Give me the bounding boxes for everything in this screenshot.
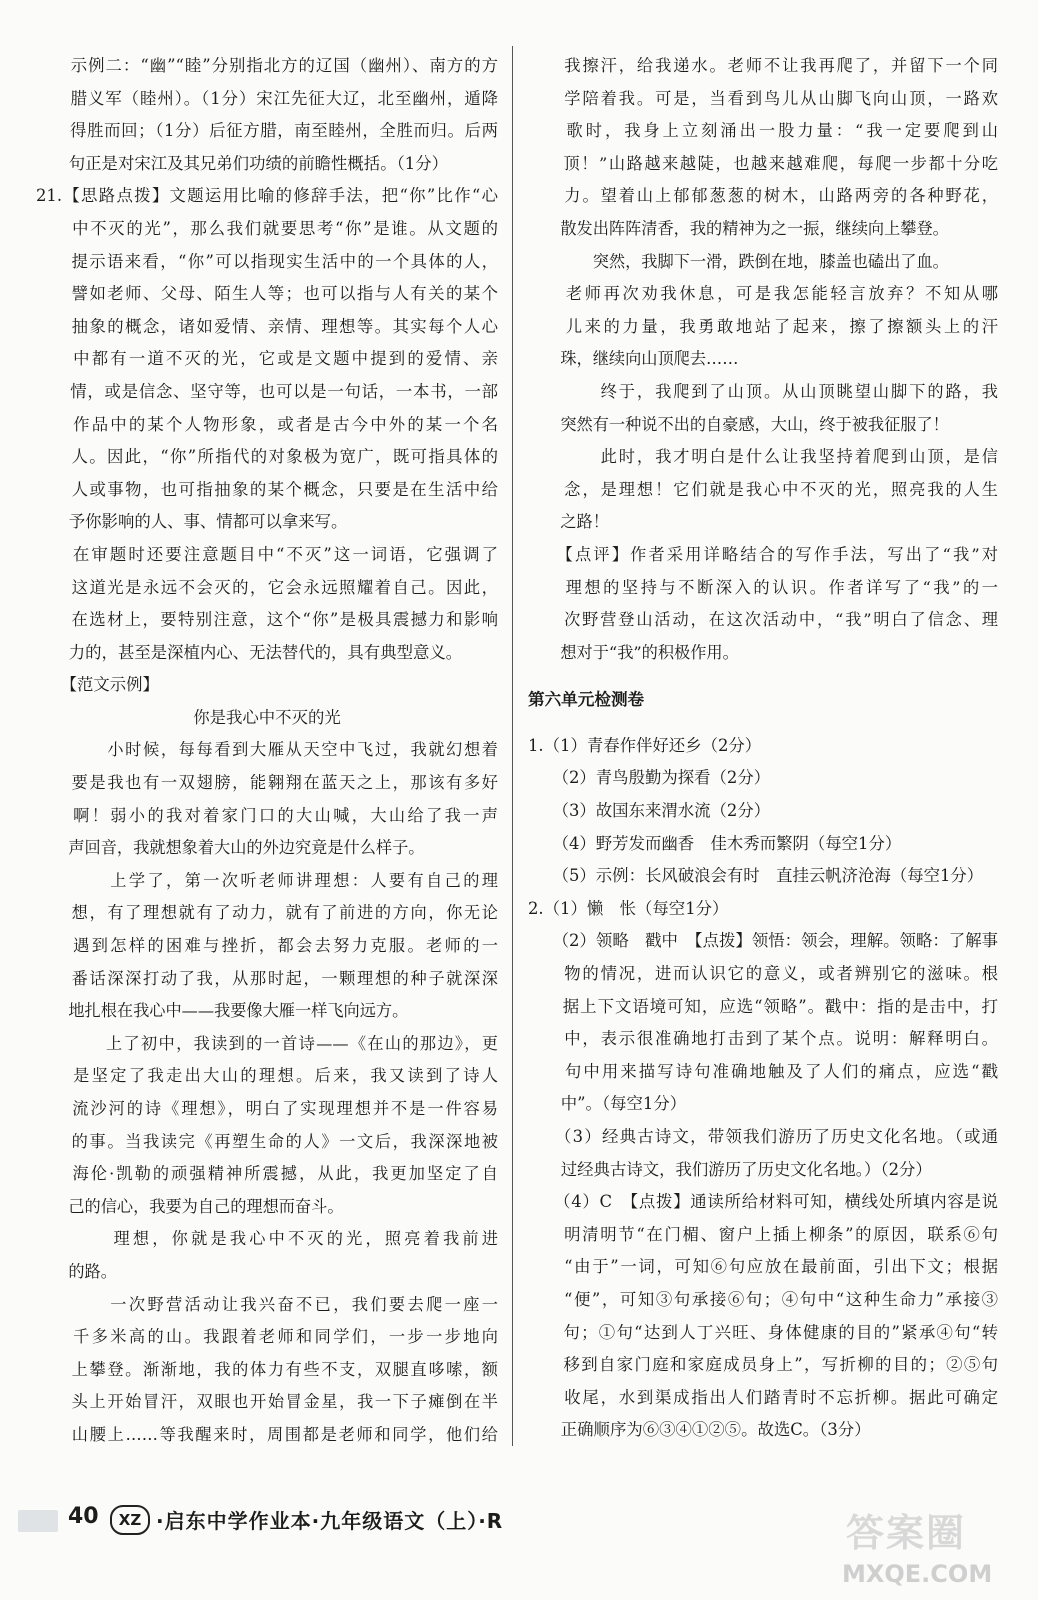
text-line: 2.（1）懒 怅（每空1分） xyxy=(528,898,729,918)
text-line: 腊义军（睦州）。（1分）宋江先征大辽，北至幽州，遁降 xyxy=(36,88,498,108)
left-column xyxy=(36,50,498,1452)
text-line: 顶！”山路越来越陡，也越来越难爬，每爬一步都十分吃 xyxy=(528,153,998,173)
text-line: 上了初中，我读到的一首诗——《在山的那边》，更 xyxy=(36,1033,498,1053)
text-line: 句；①句“达到人丁兴旺、身体健康的目的”紧承④句“转 xyxy=(528,1322,998,1342)
text-line: 山腰上……等我醒来时，周围都是老师和同学，他们给 xyxy=(36,1424,498,1444)
text-line: 1.（1）青春作伴好还乡（2分） xyxy=(528,735,762,755)
text-line: 念，是理想！它们就是我心中不灭的光，照亮我的人生 xyxy=(528,479,998,499)
text-line: 海伦·凯勒的顽强精神所震撼，从此，我更加坚定了自 xyxy=(36,1164,498,1184)
text-line: 声回音，我就想象着大山的外边究竟是什么样子。 xyxy=(36,838,425,858)
text-line: 一次野营活动让我兴奋不已，我们要去爬一座一 xyxy=(36,1294,498,1314)
text-line: 作品中的某个人物形象，或者是古今中外的某一个名 xyxy=(36,414,498,434)
text-line: 的事。当我读完《再塑生命的人》一文后，我深深地被 xyxy=(36,1131,498,1151)
text-line: 学陪着我。可是，当看到鸟儿从山脚飞向山顶，一路欢 xyxy=(528,88,998,108)
text-line: （5）示例：长风破浪会有时 直挂云帆济沧海（每空1分） xyxy=(528,866,984,886)
text-line: 歌时，我身上立刻涌出一股力量：“我一定要爬到山 xyxy=(528,121,998,141)
text-line: 流沙河的诗《理想》，明白了实现理想并不是一件容易 xyxy=(36,1099,498,1118)
text-line: 千多米高的山。我跟着老师和同学们，一步一步地向 xyxy=(36,1327,498,1347)
text-line: 想对于“我”的积极作用。 xyxy=(528,642,739,662)
text-line: 己的信心，我要为自己的理想而奋斗。 xyxy=(36,1196,344,1216)
text-line: 你是我心中不灭的光 xyxy=(193,707,341,727)
text-line: 理想的坚持与不断深入的认识。作者详写了“我”的一 xyxy=(528,577,998,597)
text-line: 中，表示很准确地打击到了某个点。说明：解释明白。 xyxy=(528,1029,998,1049)
column-divider xyxy=(512,46,513,1446)
text-line: “由于”一词，可知⑥句应放在最前面，引出下文；根据 xyxy=(528,1257,998,1277)
text-line: 次野营登山活动，在这次活动中，“我”明白了信念、理 xyxy=(528,610,998,630)
text-line: 得胜而回；（1分）后征方腊，南至睦州，全胜而归。后两 xyxy=(36,121,498,141)
text-line: 要是我也有一双翅膀，能翱翔在蓝天之上，那该有多好 xyxy=(36,773,498,793)
text-line: 突然，我脚下一滑，跌倒在地，膝盖也磕出了血。 xyxy=(528,251,949,271)
text-line: 予你影响的人、事、情都可以拿来写。 xyxy=(36,512,348,532)
spacer xyxy=(528,669,998,683)
text-line: 抽象的概念，诸如爱情、亲情、理想等。其实每个人心 xyxy=(36,316,498,336)
text-line: 【点评】作者采用详略结合的写作手法，写出了“我”对 xyxy=(528,544,998,564)
text-line: 第六单元检测卷 xyxy=(528,689,645,710)
text-line: 上学了，第一次听老师讲理想：人要有自己的理 xyxy=(36,870,498,890)
text-line: 正确顺序为⑥③④①②⑤。故选C。（3分） xyxy=(528,1420,871,1440)
text-line: 21.【思路点拨】文题运用比喻的修辞手法，把“你”比作“心 xyxy=(36,186,498,206)
text-line: 突然有一种说不出的自豪感，大山，终于被我征服了！ xyxy=(528,414,949,434)
text-line: （4）C 【点拨】通读所给材料可知，横线处所填内容是说 xyxy=(528,1192,998,1212)
footer-tag-mark xyxy=(18,1510,58,1532)
text-line: 这道光是永远不会灭的，它会永远照耀着自己。因此， xyxy=(36,577,498,597)
text-line: 儿来的力量，我勇敢地站了起来，擦了擦额头上的汗 xyxy=(528,316,998,336)
text-line: 珠，继续向山顶爬去…… xyxy=(528,349,739,369)
text-line: 是坚定了我走出大山的理想。后来，我又读到了诗人 xyxy=(36,1066,498,1086)
text-line: （2）青鸟殷勤为探看（2分） xyxy=(528,768,771,788)
text-line: （3）经典古诗文，带领我们游历了历史文化名地。（或通 xyxy=(528,1127,998,1146)
text-line: 在审题时还要注意题目中“不灭”这一词语，它强调了 xyxy=(36,544,498,564)
text-line: 力。望着山上郁郁葱葱的树木，山路两旁的各种野花， xyxy=(528,186,998,206)
text-line: 句中用来描写诗句准确地触及了人们的痛点，应选“戳 xyxy=(528,1061,998,1081)
text-line: 此时，我才明白是什么让我坚持着爬到山顶，是信 xyxy=(528,447,998,467)
text-line: 我擦汗，给我递水。老师不让我再爬了，并留下一个同 xyxy=(528,56,998,75)
series-badge: XZ xyxy=(110,1505,150,1535)
text-line: 中”。（每空1分） xyxy=(528,1094,687,1114)
text-line: “便”，可知③句承接⑥句；④句中“这种生命力”承接③ xyxy=(528,1289,998,1309)
text-line: （3）故国东来渭水流（2分） xyxy=(528,801,771,821)
text-line: 示例二：“幽”“睦”分别指北方的辽国（幽州）、南方的方 xyxy=(36,56,498,75)
text-line: 据上下文语境可知，应选“领略”。戳中：指的是击中，打 xyxy=(528,996,998,1016)
text-line: 提示语来看，“你”可以指现实生活中的一个具体的人， xyxy=(36,251,498,271)
text-line: 人或事物，也可指抽象的某个概念，只要是在生活中给 xyxy=(36,479,498,499)
text-line: 明清明节“在门楣、窗户上插上柳条”的原因，联系⑥句 xyxy=(528,1224,998,1244)
spacer xyxy=(528,716,998,730)
book-title: ·启东中学作业本·九年级语文（上）·R xyxy=(156,1509,504,1533)
text-line: 想，有了理想就有了动力，就有了前进的方向，你无论 xyxy=(36,903,498,923)
text-line: 人。因此，“你”所指代的对象极为宽广，既可指具体的 xyxy=(36,447,498,467)
watermark xyxy=(838,1500,1034,1600)
text-line: 老师再次劝我休息，可是我怎能轻言放弃？不知从哪 xyxy=(528,284,998,304)
text-line: （4）野芳发而幽香 佳木秀而繁阴（每空1分） xyxy=(528,833,902,853)
text-line: 的路。 xyxy=(36,1261,117,1281)
text-line: 情，或是信念、坚守等，也可以是一句话，一本书，一部 xyxy=(36,381,498,401)
watermark-logo: 答案圈 xyxy=(846,1511,967,1555)
text-line: 小时候，每每看到大雁从天空中飞过，我就幻想着 xyxy=(36,740,498,760)
text-line: 过经典古诗文，我们游历了历史文化名地。）（2分） xyxy=(528,1159,932,1179)
text-line: 中不灭的光”，那么我们就要思考“你”是谁。从文题的 xyxy=(36,218,498,238)
text-line: 理想，你就是我心中不灭的光，照亮着我前进 xyxy=(36,1229,498,1249)
right-column xyxy=(528,50,998,1447)
text-line: 物的情况，进而认识它的意义，或者辨别它的滋味。根 xyxy=(528,964,998,984)
text-line: 中都有一道不灭的光，它或是文题中提到的爱情、亲 xyxy=(36,349,498,369)
text-line: 啊！弱小的我对着家门口的大山喊，大山给了我一声 xyxy=(36,805,498,825)
text-line: 移到自家门庭和家庭成员身上”，写折柳的目的；②⑤句 xyxy=(528,1355,998,1375)
text-line: 头上开始冒汗，双眼也开始冒金星，我一下子瘫倒在半 xyxy=(36,1392,498,1412)
text-line: 力的，甚至是深植内心、无法替代的，具有典型意义。 xyxy=(36,642,463,662)
page-number: 40 xyxy=(68,1504,99,1529)
text-line: （2）领略 戳中 【点拨】领悟：领会，理解。领略：了解事 xyxy=(528,931,998,951)
text-line: 【范文示例】 xyxy=(36,675,159,695)
text-line: 番话深深打动了我，从那时起，一颗理想的种子就深深 xyxy=(36,968,498,988)
text-line: 地扎根在我心中——我要像大雁一样飞向远方。 xyxy=(36,1001,409,1021)
text-line: 譬如老师、父母、陌生人等；也可以指与人有关的某个 xyxy=(36,284,498,304)
text-line: 遇到怎样的困难与挫折，都会去努力克服。老师的一 xyxy=(36,936,498,956)
text-line: 收尾，水到渠成指出人们踏青时不忘折柳。据此可确定 xyxy=(528,1387,998,1407)
text-line: 终于，我爬到了山顶。从山顶眺望山脚下的路，我 xyxy=(528,381,998,401)
text-line: 在选材上，要特别注意，这个“你”是极具震撼力和影响 xyxy=(36,610,498,630)
watermark-url: MXQE.COM xyxy=(842,1560,993,1588)
text-line: 上攀登。渐渐地，我的体力有些不支，双腿直哆嗦，额 xyxy=(36,1359,498,1379)
text-line: 散发出阵阵清香，我的精神为之一振，继续向上攀登。 xyxy=(528,218,949,238)
text-line: 句正是对宋江及其兄弟们功绩的前瞻性概括。（1分） xyxy=(36,153,448,173)
text-line: 之路！ xyxy=(528,512,609,532)
